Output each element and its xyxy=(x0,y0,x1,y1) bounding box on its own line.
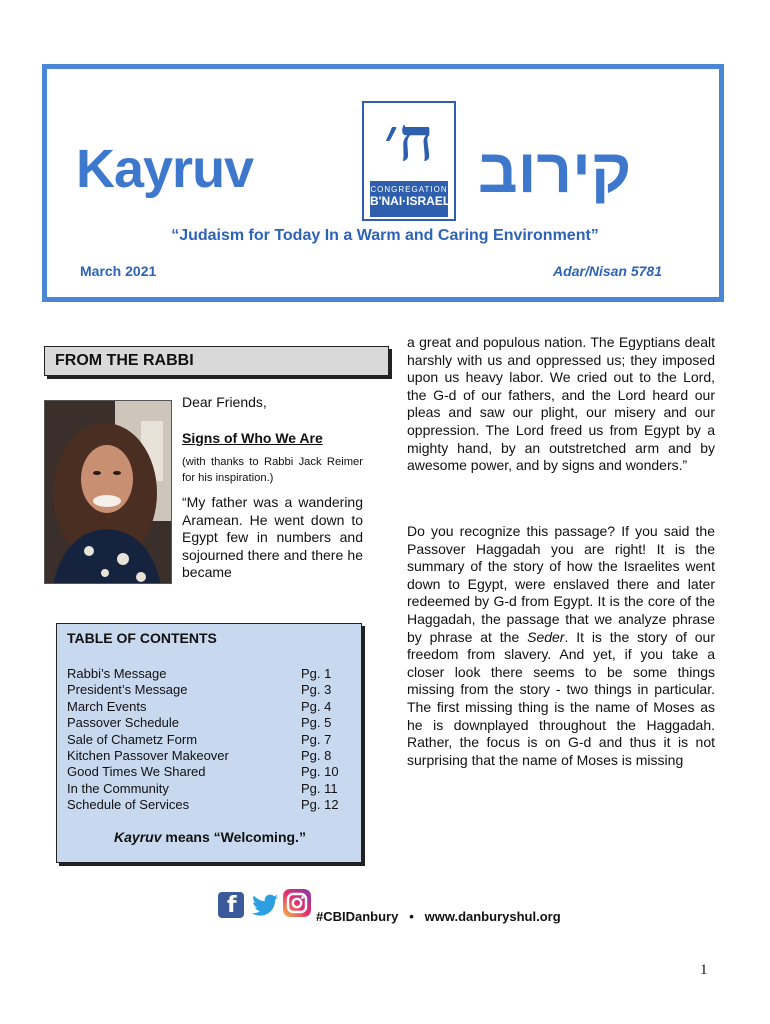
article-attribution: (with thanks to Rabbi Jack Reimer for his inspiration.) xyxy=(182,456,363,484)
newsletter-title-hebrew: קירוב xyxy=(478,137,632,206)
toc-item-label: Rabbi’s Message xyxy=(67,666,167,681)
facebook-icon[interactable]: f xyxy=(218,892,244,918)
page-number: 1 xyxy=(700,962,708,978)
toc-item xyxy=(67,781,357,797)
paragraph-text: Do you recognize this passage? If you said the Passover Haggadah you are right! It is the summary of the story of how the Israelites went down to Egypt, were enslaved there and later redeemed by G-d from Egypt. It is the core of the Haggadah, the passage that we analyze phrase by phrase at the xyxy=(407,523,715,645)
toc-item xyxy=(67,748,357,764)
toc-item-page: Pg. 4 xyxy=(301,698,332,714)
tagline: “Judaism for Today In a Warm and Caring Environment” xyxy=(171,227,599,244)
logo-band xyxy=(370,181,451,217)
congregation-logo xyxy=(362,101,456,221)
article-paragraph-2 xyxy=(407,523,715,769)
toc-footer-title: Kayruv xyxy=(114,829,162,845)
toc-item-label: Passover Schedule xyxy=(67,715,180,731)
website-link[interactable]: www.danburyshul.org xyxy=(424,909,561,924)
toc-item xyxy=(67,699,357,715)
hashtag: #CBIDanbury xyxy=(316,909,399,924)
toc-item xyxy=(67,666,357,682)
logo-line-2: B'NAI·ISRAEL xyxy=(370,194,451,208)
section-heading-from-the-rabbi xyxy=(44,346,389,376)
toc-item-label: Good Times We Shared xyxy=(67,764,206,780)
toc-item-label: Schedule of Services xyxy=(67,797,190,813)
toc-item-page: Pg. 12 xyxy=(301,797,339,813)
toc-item xyxy=(67,732,357,748)
toc-item-label: President’s Message xyxy=(67,682,188,698)
article-quote-start: “My father was a wandering Aramean. He went down to Egypt few in numbers and sojourned there and there he became xyxy=(182,494,363,581)
toc-item xyxy=(67,797,357,813)
toc-item-page: Pg. 5 xyxy=(301,715,332,731)
toc-item-label: In the Community xyxy=(67,780,169,796)
toc-item-label: March Events xyxy=(67,698,147,714)
section-heading-label: FROM THE RABBI xyxy=(55,352,194,369)
logo-line-1: CONGREGATION xyxy=(370,185,448,194)
article-subtitle: Signs of Who We Are xyxy=(182,430,323,446)
issue-date: March 2021 xyxy=(80,263,157,279)
hebrew-date: Adar/Nisan 5781 xyxy=(553,263,662,279)
toc-item-page: Pg. 10 xyxy=(301,764,339,780)
toc-item-page: Pg. 3 xyxy=(301,682,332,698)
toc-footer-text: means “Welcoming.” xyxy=(161,829,306,845)
article-quote-continued: a great and populous nation. The Egyptians dealt harshly with us and oppressed us; they imposed upon us heavy labor. We cried out to the Lord, the G-d of our fathers, and the Lord heard our pleas and saw our plight, our misery and our oppression. The Lord freed us from Egypt by a mighty hand, by an outstretched arm and by awesome power, and by signs and wonders.” xyxy=(407,334,715,474)
toc-title: TABLE OF CONTENTS xyxy=(67,630,217,646)
toc-item-page: Pg. 7 xyxy=(301,731,332,747)
rabbi-photo xyxy=(44,400,172,584)
toc-item xyxy=(67,682,357,698)
footer-social xyxy=(316,909,561,924)
toc-item-page: Pg. 1 xyxy=(301,666,332,681)
toc-item xyxy=(67,764,357,780)
toc-item-page: Pg. 11 xyxy=(301,780,338,796)
toc-item-label: Kitchen Passover Makeover xyxy=(67,747,229,763)
paragraph-text: . It is the story of our freedom from slavery. And yet, if you take a closer look there seems to be some things missing from the story - two things in particular. The first missing thing is the name of Moses as he is downplayed throughout the Haggadah. Rather, the focus is on G-d and thus it is not surprising that the name of Moses is missing xyxy=(407,628,716,768)
seder-term: Seder xyxy=(527,628,565,645)
instagram-icon[interactable] xyxy=(283,889,311,917)
logo-glyph: ח׳ xyxy=(384,105,434,175)
toc-list xyxy=(67,666,357,814)
twitter-icon[interactable] xyxy=(252,892,280,918)
toc-item-page: Pg. 8 xyxy=(301,747,332,763)
table-of-contents xyxy=(56,623,362,863)
rabbi-portrait-image xyxy=(45,401,172,584)
greeting: Dear Friends, xyxy=(182,394,267,410)
toc-item xyxy=(67,715,357,731)
footer-separator: • xyxy=(409,909,414,924)
newsletter-title-english: Kayruv xyxy=(76,139,254,199)
toc-item-label: Sale of Chametz Form xyxy=(67,731,198,747)
toc-footer xyxy=(57,829,363,845)
